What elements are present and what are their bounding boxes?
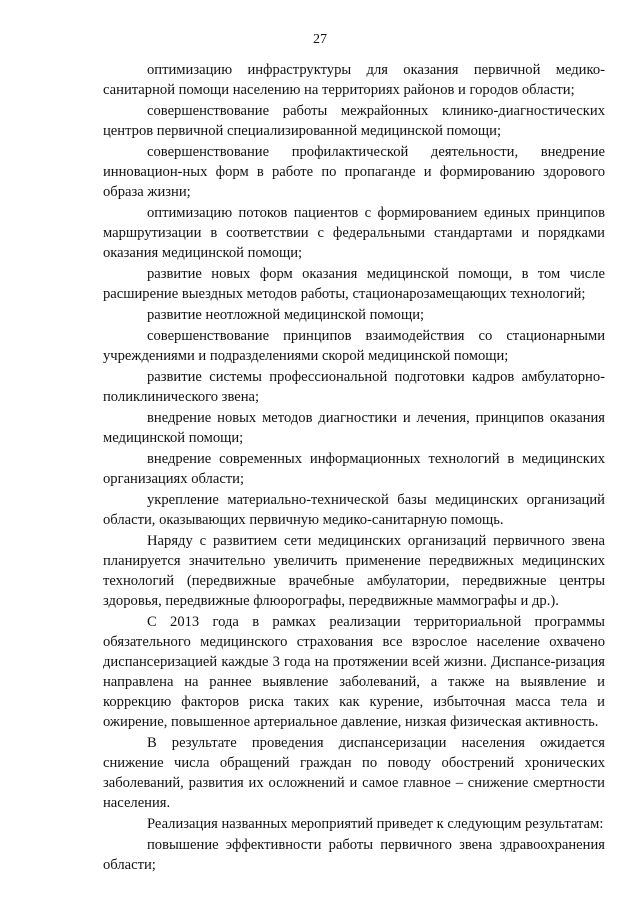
- paragraph-11: укрепление материально-технической базы медицинских организаций области, оказывающих первичную медико-санитарную помощь.: [103, 492, 605, 528]
- paragraph-9: внедрение новых методов диагностики и лечения, принципов оказания медицинской помощи;: [103, 410, 605, 446]
- body-text: [103, 60, 605, 876]
- paragraph-1: оптимизацию инфраструктуры для оказания первичной медико-санитарной помощи населению на территориях районов и городов области;: [103, 62, 605, 98]
- paragraph-3: совершенствование профилактической деятельности, внедрение инновацион-ных форм в работе по пропаганде и формированию здорового образа жизни;: [103, 144, 605, 200]
- paragraph-15: Реализация названных мероприятий приведет к следующим результатам:: [147, 816, 604, 832]
- paragraph-7: совершенствование принципов взаимодействия со стационарными учреждениями и подразделениями скорой медицинской помощи;: [103, 328, 605, 364]
- paragraph-4: оптимизацию потоков пациентов с формированием единых принципов маршрутизации в соответствии с федеральными стандартами и порядками оказания медицинской помощи;: [103, 205, 605, 261]
- page-number: 27: [313, 32, 327, 47]
- paragraph-2: совершенствование работы межрайонных клинико-диагностических центров первичной специализированной медицинской помощи;: [103, 103, 605, 139]
- paragraph-6: развитие неотложной медицинской помощи;: [147, 307, 425, 323]
- paragraph-8: развитие системы профессиональной подготовки кадров амбулаторно-поликлинического звена;: [103, 369, 605, 405]
- paragraph-16: повышение эффективности работы первичного звена здравоохранения области;: [103, 837, 605, 873]
- paragraph-12: Наряду с развитием сети медицинских организаций первичного звена планируется значительно увеличить применение передвижных медицинских технологий (передвижные врачебные амбулатории, передвижные центры здоровья, передвижные флюорографы, передвижные маммографы и др.).: [103, 533, 605, 609]
- paragraph-14: В результате проведения диспансеризации населения ожидается снижение числа обращений граждан по поводу обострений хронических заболеваний, развития их осложнений и самое главное – снижение смертности населения.: [103, 735, 605, 811]
- paragraph-13: С 2013 года в рамках реализации территориальной программы обязательного медицинского страхования все взрослое население охвачено диспансеризацией каждые 3 года на протяжении всей жизни. Диспансе-ризация направлена на раннее выявление заболеваний, а также на выявление и коррекцию факторов риска таких как курение, избыточная масса тела и ожирение, повышенное артериальное давление, низкая физическая активность.: [103, 614, 605, 730]
- paragraph-10: внедрение современных информационных технологий в медицинских организациях области;: [103, 451, 605, 487]
- paragraph-5: развитие новых форм оказания медицинской помощи, в том числе расширение выездных методов работы, стационарозамещающих технологий;: [103, 266, 605, 302]
